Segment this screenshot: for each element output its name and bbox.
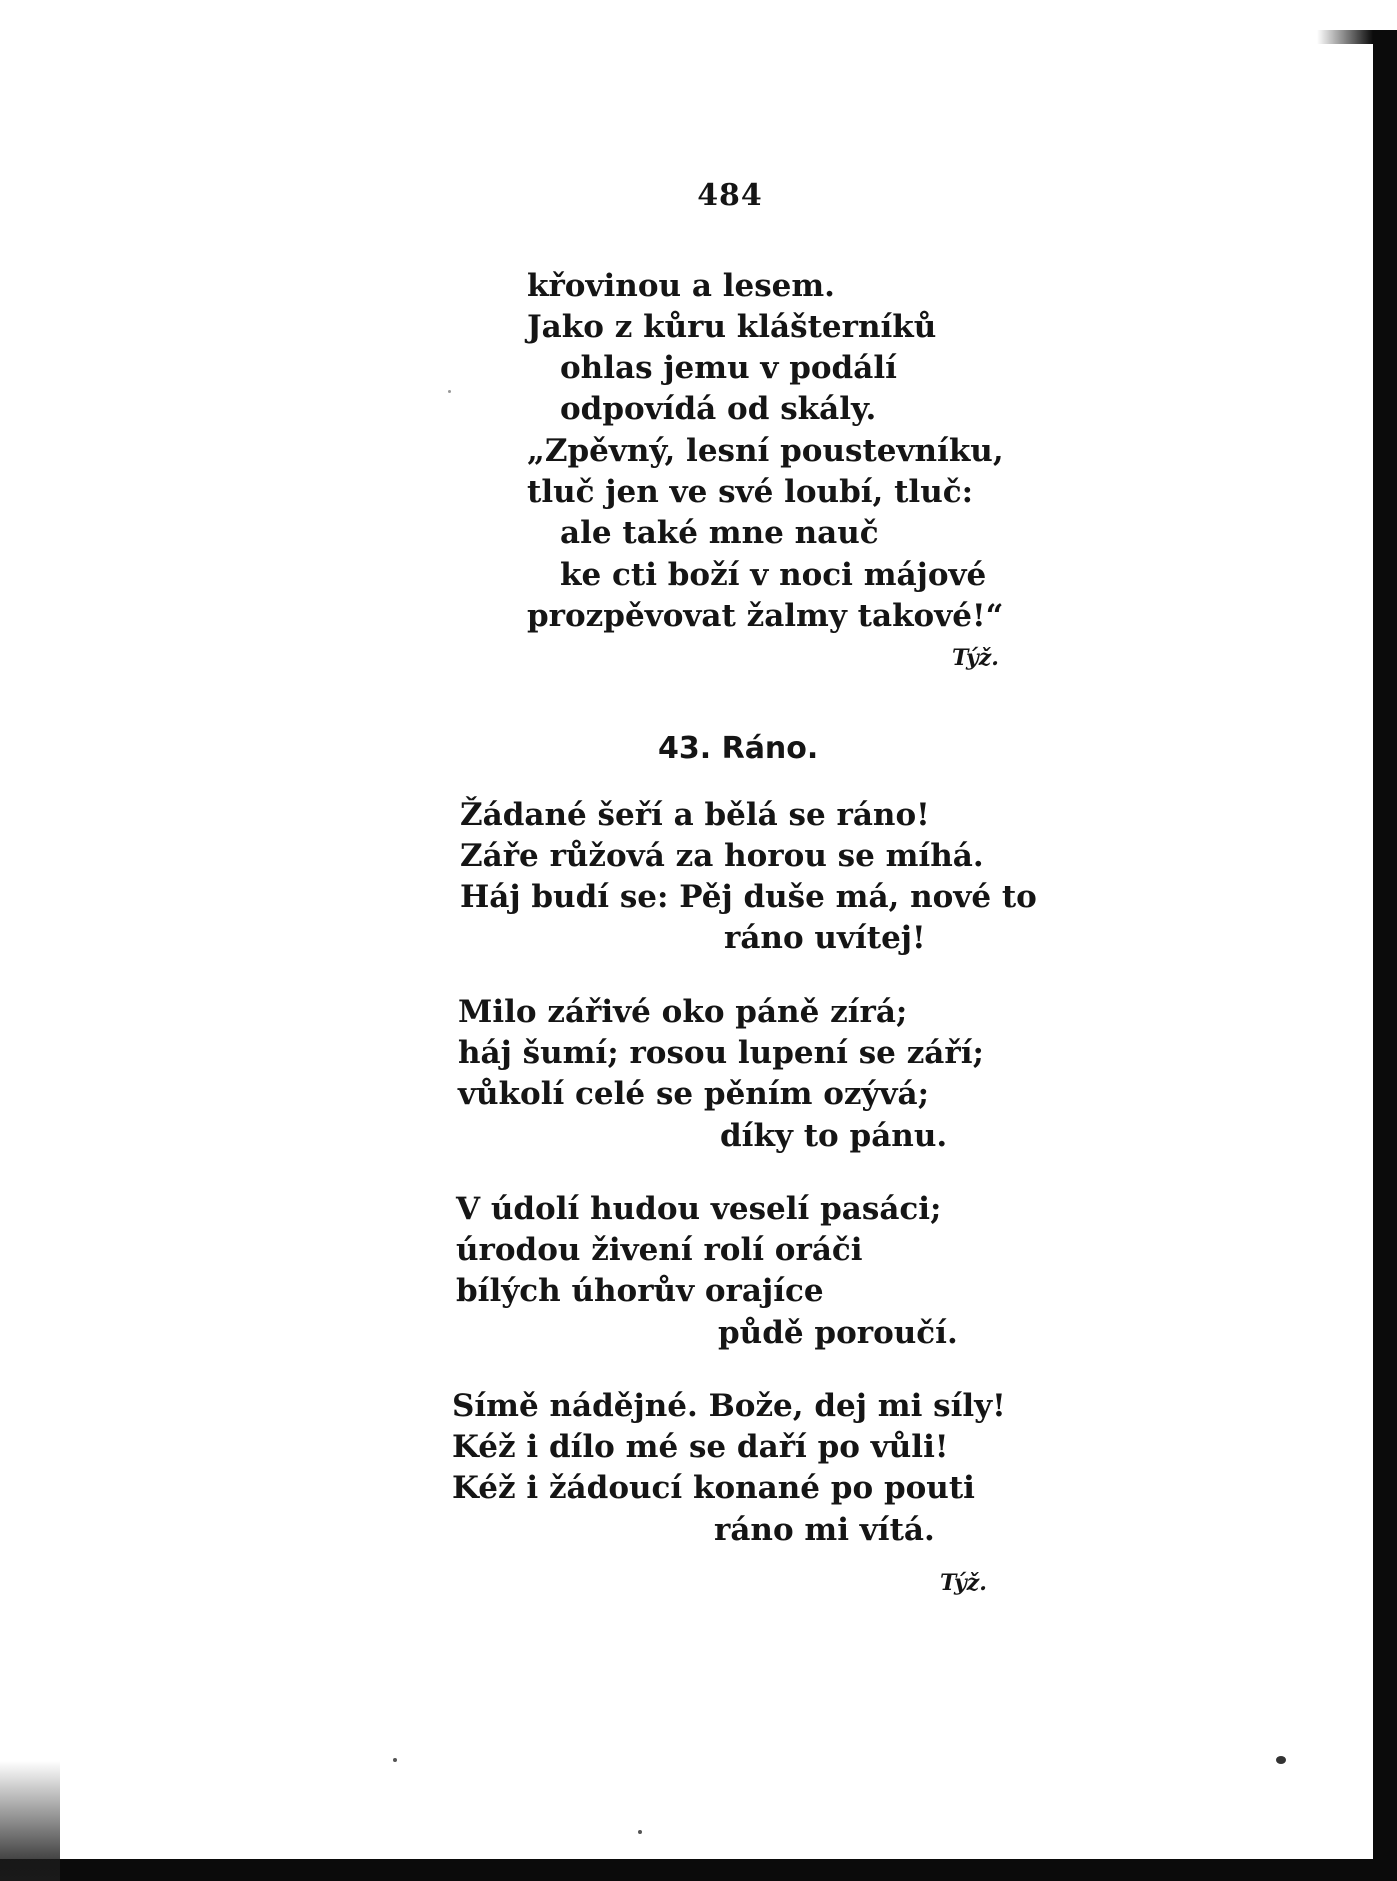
poem-line: háj šumí; rosou lupení se září;	[458, 1035, 984, 1071]
poem-line: vůkolí celé se pěním ozývá;	[458, 1076, 930, 1112]
poem-line: ráno mi vítá.	[714, 1512, 935, 1548]
poem-line: Símě nádějné. Bože, dej mi síly!	[452, 1388, 1006, 1424]
scan-border	[0, 1859, 1397, 1881]
poem-line: ohlas jemu v podálí	[560, 350, 897, 386]
poem-line: tluč jen ve své loubí, tluč:	[527, 474, 974, 510]
scan-border	[0, 1761, 60, 1881]
scan-speck	[393, 1758, 397, 1762]
poem-line: Kéž i dílo mé se daří po vůli!	[452, 1429, 949, 1465]
poem-line: Žádané šeří a bělá se ráno!	[460, 797, 930, 833]
poem-line: „Zpěvný, lesní poustevníku,	[527, 433, 1004, 469]
poem-line: odpovídá od skály.	[560, 391, 877, 427]
poem-line: díky to pánu.	[720, 1118, 948, 1154]
poem-line: ráno uvítej!	[724, 920, 926, 956]
poem-line: prozpěvovat žalmy takové!“	[527, 598, 1004, 634]
poem-heading: 43. Ráno.	[658, 731, 819, 766]
scan-border	[1373, 38, 1397, 1881]
poem-line: Milo zářivé oko páně zírá;	[458, 994, 908, 1030]
scan-speck	[448, 390, 451, 393]
poem-source: Týž.	[940, 1570, 987, 1596]
poem-line: Jako z kůru klášterníků	[527, 309, 937, 345]
poem-line: Háj budí se: Pěj duše má, nové to	[460, 879, 1037, 915]
page-number: 484	[697, 178, 763, 213]
poem-line: křovinou a lesem.	[527, 268, 835, 304]
poem-line: půdě poroučí.	[718, 1315, 958, 1351]
scan-speck	[638, 1830, 642, 1834]
poem-line: ke cti boží v noci májové	[560, 557, 987, 593]
poem-line: bílých úhorův orajíce	[456, 1273, 824, 1309]
scan-speck	[1276, 1756, 1286, 1764]
poem-source: Týž.	[952, 645, 999, 671]
poem-line: úrodou živení rolí oráči	[456, 1232, 863, 1268]
poem-line: Záře růžová za horou se míhá.	[460, 838, 984, 874]
poem-line: Kéž i žádoucí konané po pouti	[452, 1470, 975, 1506]
poem-line: ale také mne nauč	[560, 515, 879, 551]
poem-line: V údolí hudou veselí pasáci;	[456, 1191, 942, 1227]
